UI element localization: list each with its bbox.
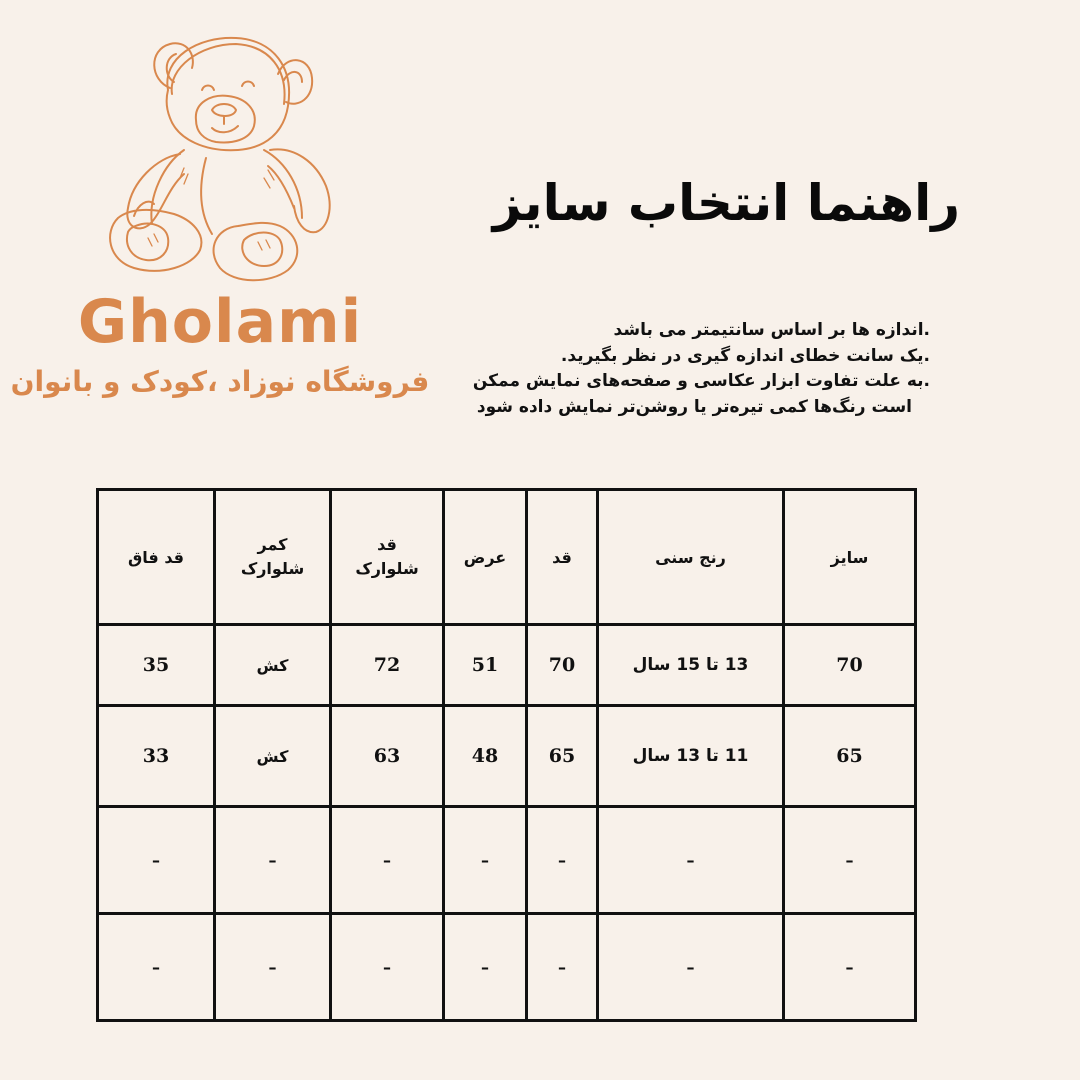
notes-block	[410, 318, 930, 420]
header-cell: قد	[527, 490, 598, 625]
header-cell: کمر شلوارک	[215, 490, 331, 625]
table-cell: –	[98, 807, 215, 914]
table-cell: –	[215, 914, 331, 1021]
table-cell: –	[784, 807, 916, 914]
header-cell: قد شلوارک	[331, 490, 444, 625]
page-title: راهنما انتخاب سایز	[492, 174, 960, 232]
table-cell: –	[444, 914, 527, 1021]
table-row	[98, 807, 916, 914]
table-cell: 51	[444, 625, 527, 706]
table-cell: 48	[444, 706, 527, 807]
brand-name: Gholami	[77, 287, 363, 357]
table-cell: 65	[527, 706, 598, 807]
header-cell: سایز	[784, 490, 916, 625]
table-cell: 72	[331, 625, 444, 706]
table-cell: کش	[215, 706, 331, 807]
table-cell: 70	[527, 625, 598, 706]
table-cell: –	[331, 914, 444, 1021]
header-cell: عرض	[444, 490, 527, 625]
table-cell: 65	[784, 706, 916, 807]
table-cell: –	[527, 914, 598, 1021]
table-row	[98, 706, 916, 807]
teddy-bear-sketch-icon	[88, 28, 358, 288]
note-line: .به علت تفاوت ابزار عکاسی و صفحه‌های نمایش ممکن	[472, 371, 930, 391]
header-cell: قد فاق	[98, 490, 215, 625]
table-cell: –	[331, 807, 444, 914]
table-cell: –	[98, 914, 215, 1021]
table-row	[98, 914, 916, 1021]
table-cell: 63	[331, 706, 444, 807]
table-cell: 35	[98, 625, 215, 706]
table-cell: 70	[784, 625, 916, 706]
table-cell: –	[215, 807, 331, 914]
table-cell: کش	[215, 625, 331, 706]
header-cell: رنج سنی	[598, 490, 784, 625]
table-cell: –	[598, 914, 784, 1021]
table-cell: 11 تا 13 سال	[598, 706, 784, 807]
note-line: .یک سانت خطای اندازه گیری در نظر بگیرید.	[560, 345, 930, 366]
note-line: .اندازه ها بر اساس سانتیمتر می باشد	[613, 320, 930, 340]
table-cell: –	[527, 807, 598, 914]
table-cell: –	[784, 914, 916, 1021]
table-cell: 13 تا 15 سال	[598, 625, 784, 706]
table-cell: –	[598, 807, 784, 914]
table-cell: 33	[98, 706, 215, 807]
note-line: است رنگ‌ها کمی تیره‌تر یا روشن‌تر نمایش داده شود	[476, 396, 912, 417]
size-table	[96, 488, 917, 1022]
brand-tagline: فروشگاه نوزاد ،کودک و بانوان	[10, 365, 430, 398]
table-header-row	[98, 490, 916, 625]
table-row	[98, 625, 916, 706]
table-cell: –	[444, 807, 527, 914]
